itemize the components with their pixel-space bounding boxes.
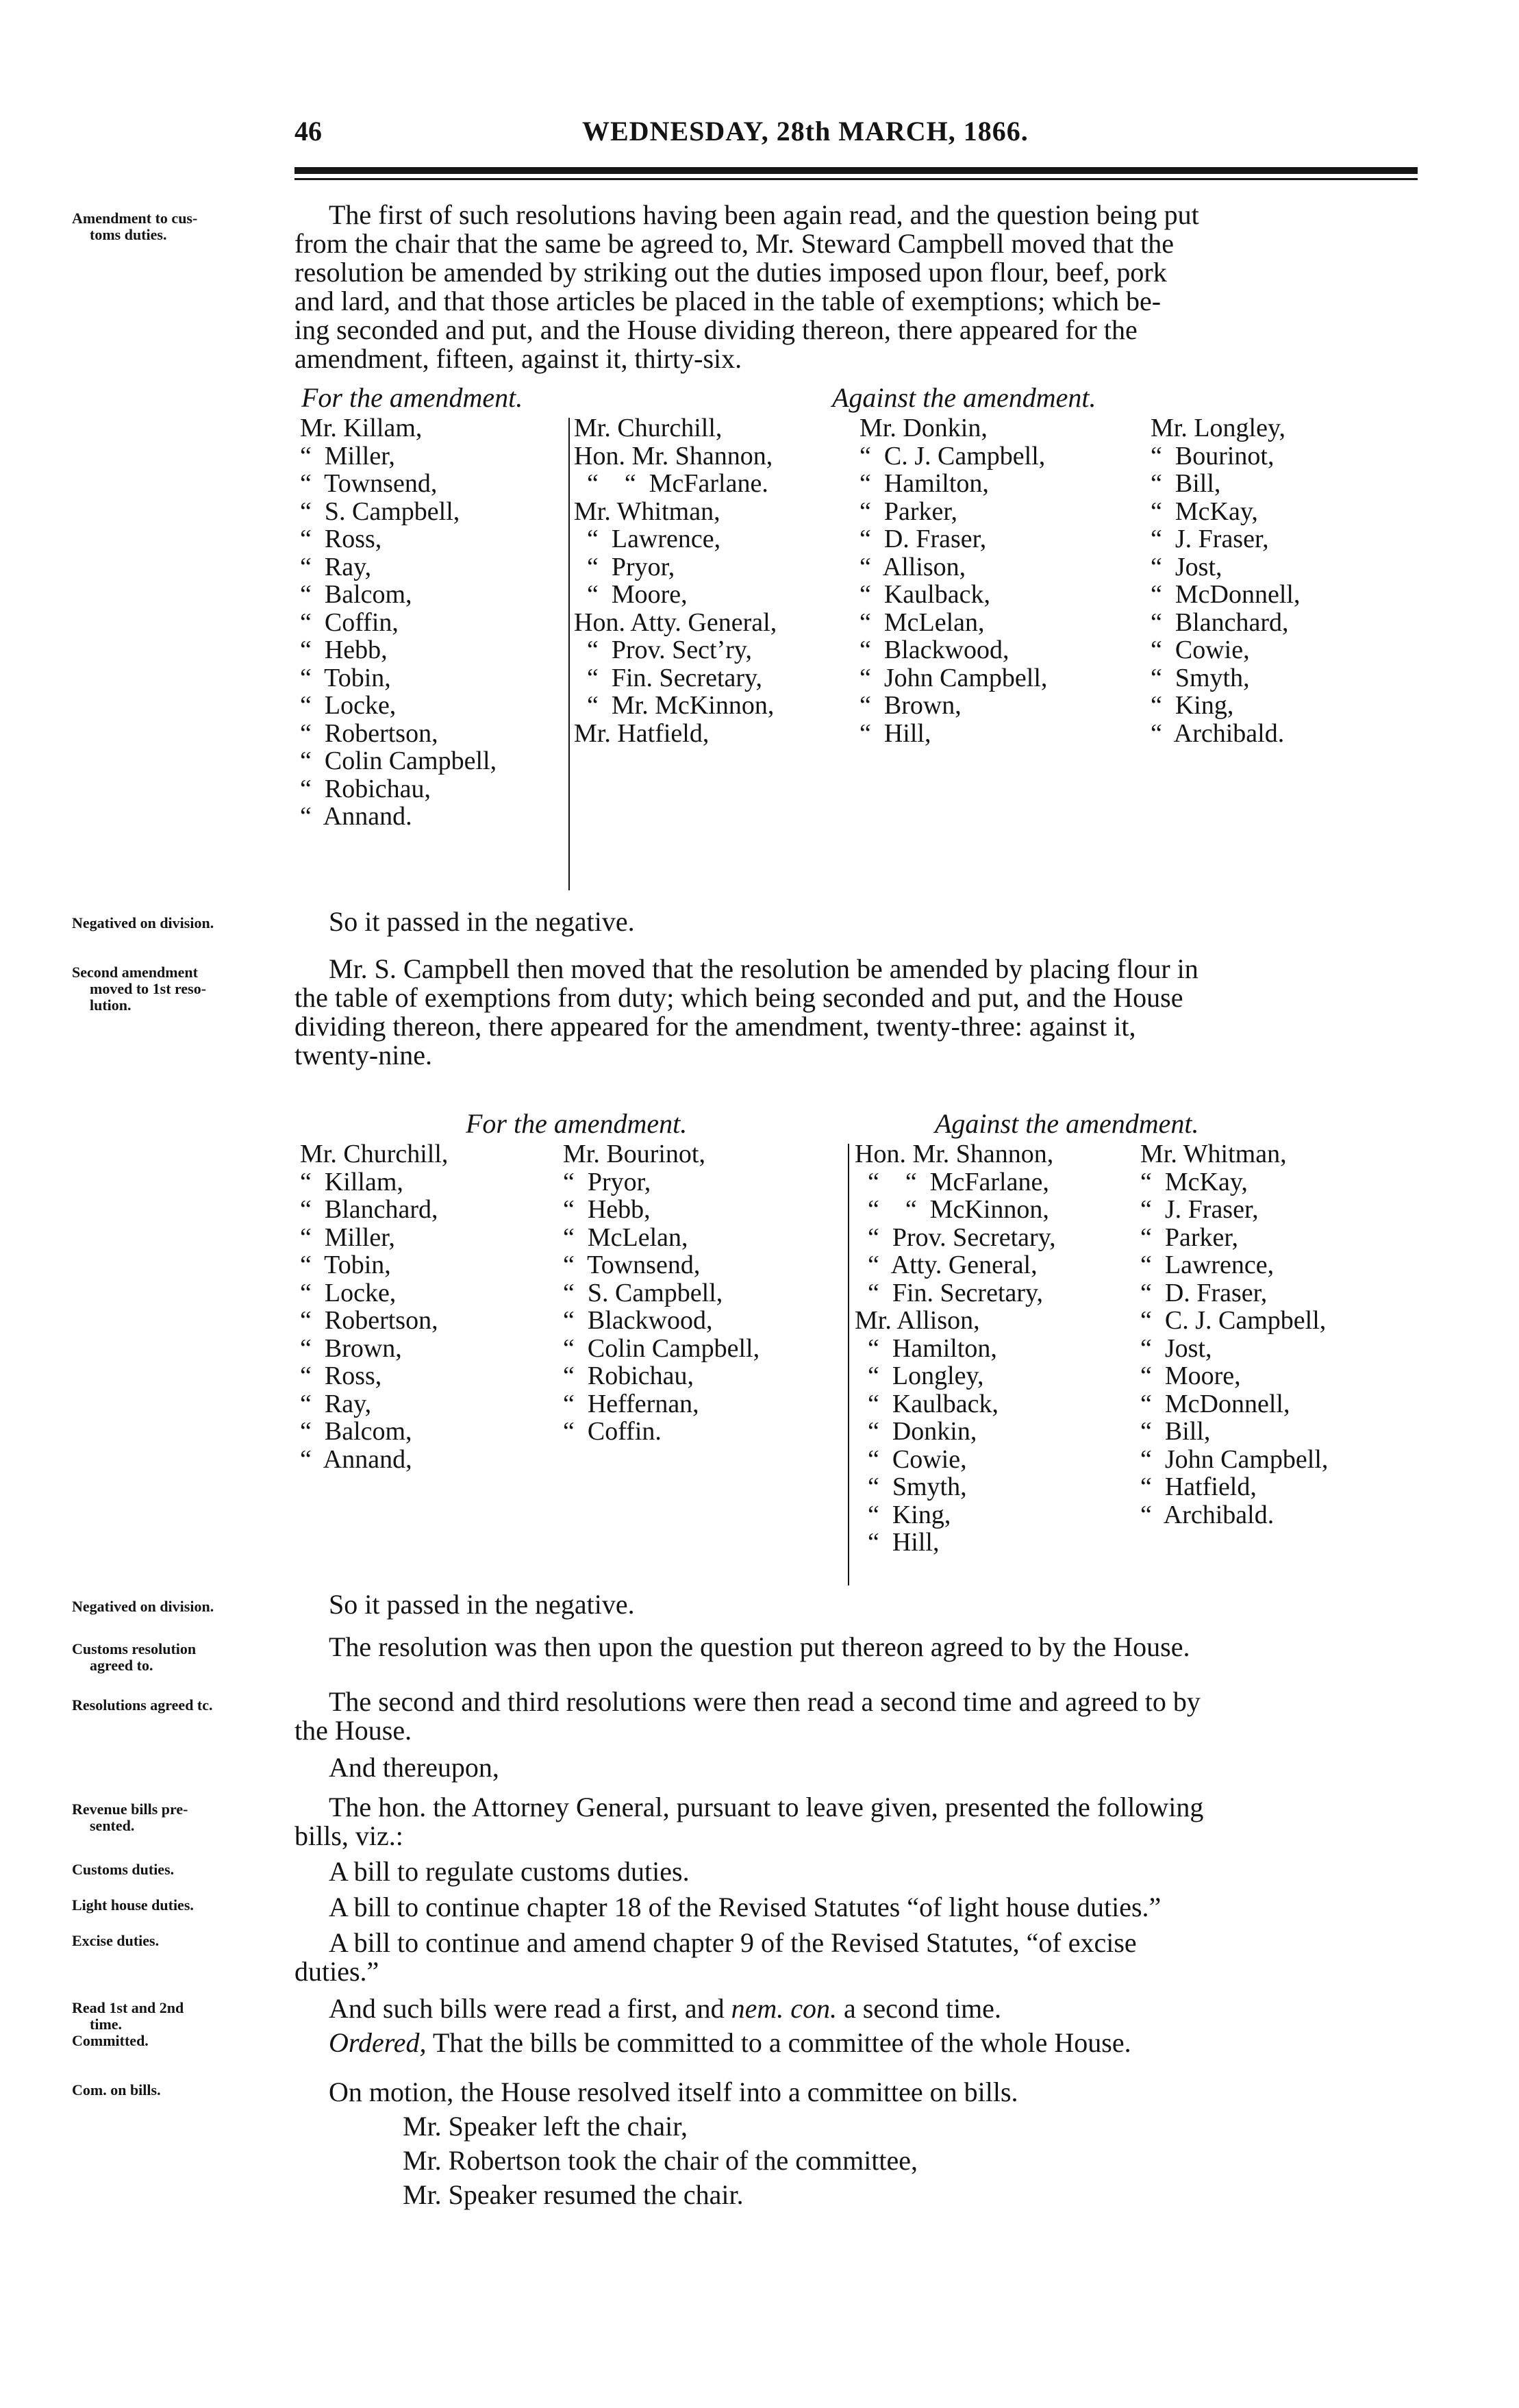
robertson-chair-line: Mr. Robertson took the chair of the committee, xyxy=(403,2145,918,2176)
member-name: “ Pryor, xyxy=(574,552,675,581)
member-name: “ Coffin. xyxy=(563,1417,662,1446)
page-title: WEDNESDAY, 28th MARCH, 1866. xyxy=(582,116,1029,147)
margin-note-line: Negatived on division. xyxy=(72,1598,214,1615)
speaker-resumed-line: Mr. Speaker resumed the chair. xyxy=(403,2179,744,2210)
division1-column-against-1 xyxy=(574,414,777,747)
division1-against-heading: Against the amendment. xyxy=(832,382,1096,413)
member-name: “ Hamilton, xyxy=(859,469,989,498)
member-name: “ McDonnell, xyxy=(1140,1389,1290,1418)
member-name: “ C. J. Campbell, xyxy=(859,441,1046,471)
para1-line: The first of such resolutions having been again read, and the question being put xyxy=(329,199,1199,230)
speaker-left-line: Mr. Speaker left the chair, xyxy=(403,2111,688,2142)
margin-note-customs-duties xyxy=(72,1861,277,1878)
member-name: “ McKay, xyxy=(1151,497,1258,526)
para1-line: and lard, and that those articles be placed in the table of exemptions; which be- xyxy=(294,286,1162,316)
member-name: “ Atty. General, xyxy=(855,1251,1038,1279)
margin-note-line: Committed. xyxy=(72,2032,149,2049)
member-name: “ Brown, xyxy=(300,1333,402,1363)
member-name: “ Annand. xyxy=(300,802,412,831)
member-name: “ S. Campbell, xyxy=(300,497,460,526)
member-name: “ C. J. Campbell, xyxy=(1140,1306,1327,1335)
division2-for-heading: For the amendment. xyxy=(466,1108,688,1139)
member-name: “ Coffin, xyxy=(300,607,399,637)
member-name: “ Annand, xyxy=(300,1444,412,1474)
member-name: “ John Campbell, xyxy=(859,663,1048,692)
bill-excise-line: A bill to continue and amend chapter 9 of the Revised Statutes, “of excise xyxy=(329,1927,1137,1958)
member-name: “ “ McFarlane. xyxy=(574,469,768,498)
resolution-agreed-line: The resolution was then upon the question put thereon agreed to by the House. xyxy=(329,1631,1190,1662)
division1-for-heading: For the amendment. xyxy=(301,382,523,413)
member-name: Mr. Churchill, xyxy=(300,1140,449,1168)
member-name: “ Prov. Sect’ry, xyxy=(574,636,752,664)
member-name: “ Blackwood, xyxy=(563,1306,713,1335)
member-name: “ Smyth, xyxy=(855,1472,967,1501)
member-name: “ Kaulback, xyxy=(855,1389,999,1418)
member-name: “ S. Campbell, xyxy=(563,1278,723,1307)
margin-note-com-bills xyxy=(72,2082,277,2098)
member-name: “ Blanchard, xyxy=(300,1195,438,1224)
member-name: “ Allison, xyxy=(859,552,966,581)
member-name: “ Tobin, xyxy=(300,663,391,692)
member-name: “ Killam, xyxy=(300,1167,403,1196)
member-name: “ Balcom, xyxy=(300,580,412,609)
member-name: “ Parker, xyxy=(859,497,958,526)
member-name: “ Fin. Secretary, xyxy=(574,663,763,692)
attorney-line: bills, viz.: xyxy=(294,1820,403,1851)
margin-note-resolutions-agreed xyxy=(72,1697,277,1714)
para2-line: twenty-nine. xyxy=(294,1040,433,1070)
member-name: “ Robichau, xyxy=(563,1362,694,1390)
margin-note-line: time. xyxy=(90,2016,123,2033)
member-name: “ Robertson, xyxy=(300,718,438,748)
header-rule-thin xyxy=(294,178,1418,180)
margin-note-line: Com. on bills. xyxy=(72,2081,161,2098)
read-line-text: a second time. xyxy=(837,1993,1001,2024)
attorney-line: The hon. the Attorney General, pursuant to leave given, presented the following xyxy=(329,1792,1204,1822)
bill-light-house-line: A bill to continue chapter 18 of the Revised Statutes “of light house duties.” xyxy=(329,1892,1162,1922)
member-name: “ Prov. Secretary, xyxy=(855,1222,1056,1252)
member-name: “ John Campbell, xyxy=(1140,1444,1329,1474)
member-name: “ Balcom, xyxy=(300,1417,412,1446)
margin-note-line: sented. xyxy=(90,1817,135,1834)
para1-line: ing seconded and put, and the House dividing thereon, there appeared for the xyxy=(294,314,1138,345)
margin-note-line: toms duties. xyxy=(90,226,167,243)
member-name: “ Hill, xyxy=(855,1528,940,1557)
margin-note-line: Excise duties. xyxy=(72,1932,160,1949)
member-name: “ Robichau, xyxy=(300,774,431,803)
column-divider xyxy=(568,418,570,890)
para2-line: Mr. S. Campbell then moved that the resolution be amended by placing flour in xyxy=(329,953,1198,984)
thereupon-line: And thereupon, xyxy=(329,1752,499,1783)
member-name: Mr. Whitman, xyxy=(1140,1140,1287,1168)
member-name: “ Locke, xyxy=(300,1278,397,1307)
margin-note-light-house xyxy=(72,1897,277,1914)
margin-note-line: Amendment to cus- xyxy=(72,210,198,227)
page-header xyxy=(294,115,1418,156)
margin-note-customs-resolution xyxy=(72,1641,277,1674)
para1-line: resolution be amended by striking out the duties imposed upon flour, beef, pork xyxy=(294,257,1167,288)
member-name: “ Blanchard, xyxy=(1151,607,1289,637)
member-name: “ Colin Campbell, xyxy=(300,747,497,775)
member-name: “ McKay, xyxy=(1140,1167,1248,1196)
division2-column-for-1 xyxy=(300,1140,448,1473)
bill-excise-line: duties.” xyxy=(294,1956,379,1987)
member-name: “ Ross, xyxy=(300,1362,382,1390)
division2-column-against-1 xyxy=(855,1140,1056,1557)
margin-note-line: agreed to. xyxy=(90,1657,153,1674)
member-name: “ J. Fraser, xyxy=(1140,1195,1259,1224)
member-name: “ McDonnell, xyxy=(1151,580,1301,609)
column-divider xyxy=(848,1144,849,1585)
second-third-line: the House. xyxy=(294,1715,412,1746)
margin-note-revenue-bills xyxy=(72,1801,277,1834)
member-name: “ Ray, xyxy=(300,552,372,581)
member-name: “ Lawrence, xyxy=(1140,1251,1275,1279)
member-name: “ Jost, xyxy=(1151,552,1222,581)
motion-line: On motion, the House resolved itself into a committee on bills. xyxy=(329,2077,1018,2107)
member-name: “ Kaulback, xyxy=(859,580,990,609)
member-name: Mr. Whitman, xyxy=(574,497,720,526)
negative-result-1: So it passed in the negative. xyxy=(329,906,635,937)
member-name: “ Moore, xyxy=(1140,1362,1241,1390)
margin-note-negatived-2 xyxy=(72,1598,277,1615)
member-name: “ Smyth, xyxy=(1151,663,1250,692)
member-name: “ Fin. Secretary, xyxy=(855,1278,1044,1307)
margin-note-read-committed xyxy=(72,2000,277,2049)
margin-note-second-amendment xyxy=(72,964,277,1014)
member-name: “ King, xyxy=(855,1500,951,1529)
member-name: Mr. Allison, xyxy=(855,1306,980,1335)
member-name: Hon. Mr. Shannon, xyxy=(574,441,773,471)
member-name: Hon. Mr. Shannon, xyxy=(855,1140,1054,1168)
member-name: “ Bill, xyxy=(1151,469,1221,498)
member-name: “ Tobin, xyxy=(300,1251,391,1279)
bill-customs-line: A bill to regulate customs duties. xyxy=(329,1856,690,1887)
member-name: “ Brown, xyxy=(859,691,962,720)
member-name: “ Miller, xyxy=(300,1222,395,1252)
member-name: “ Blackwood, xyxy=(859,636,1009,664)
division1-column-for xyxy=(300,414,497,831)
member-name: “ Archibald. xyxy=(1151,718,1285,748)
margin-note-line: Read 1st and 2nd xyxy=(72,1999,184,2016)
member-name: “ Hatfield, xyxy=(1140,1472,1257,1501)
member-name: “ Hill, xyxy=(859,718,931,748)
member-name: “ Parker, xyxy=(1140,1222,1239,1252)
member-name: Mr. Bourinot, xyxy=(563,1140,705,1168)
negative-result-2: So it passed in the negative. xyxy=(329,1589,635,1620)
member-name: Mr. Churchill, xyxy=(574,414,723,442)
member-name: “ McLelan, xyxy=(859,607,985,637)
member-name: “ Cowie, xyxy=(1151,636,1250,664)
read-line-text: And such bills were read a first, and xyxy=(329,1993,731,2024)
member-name: “ D. Fraser, xyxy=(859,525,987,553)
member-name: “ Townsend, xyxy=(563,1251,701,1279)
member-name: “ Longley, xyxy=(855,1362,984,1390)
margin-note-line: Revenue bills pre- xyxy=(72,1801,188,1818)
margin-note-amendment-customs xyxy=(72,210,277,243)
margin-note-line: Negatived on division. xyxy=(72,914,214,931)
member-name: “ Townsend, xyxy=(300,469,438,498)
member-name: “ Miller, xyxy=(300,441,395,471)
ordered-text: That the bills be committed to a committee of the whole House. xyxy=(426,2027,1131,2058)
member-name: “ J. Fraser, xyxy=(1151,525,1269,553)
margin-note-negatived-1 xyxy=(72,915,277,931)
member-name: “ Jost, xyxy=(1140,1333,1212,1363)
margin-note-line: lution. xyxy=(90,996,131,1014)
ordered-italic: Ordered, xyxy=(329,2027,427,2058)
page-number: 46 xyxy=(294,116,322,147)
para2-line: dividing thereon, there appeared for the amendment, twenty-three: against it, xyxy=(294,1011,1136,1042)
member-name: “ Bourinot, xyxy=(1151,441,1275,471)
margin-note-line: Light house duties. xyxy=(72,1896,194,1914)
member-name: “ Bill, xyxy=(1140,1417,1211,1446)
read-line xyxy=(329,1994,1001,2023)
member-name: “ Heffernan, xyxy=(563,1389,699,1418)
division2-column-against-2 xyxy=(1140,1140,1328,1529)
member-name: “ Cowie, xyxy=(855,1444,967,1474)
member-name: “ Hebb, xyxy=(563,1195,651,1224)
margin-note-line: moved to 1st reso- xyxy=(90,980,207,997)
margin-note-line: Second amendment xyxy=(72,964,198,981)
division1-column-against-3 xyxy=(1151,414,1300,747)
member-name: “ Ross, xyxy=(300,525,382,553)
member-name: “ “ McKinnon, xyxy=(855,1195,1049,1224)
member-name: “ Moore, xyxy=(574,580,688,609)
second-third-line: The second and third resolutions were then read a second time and agreed to by xyxy=(329,1686,1201,1717)
member-name: “ Pryor, xyxy=(563,1167,651,1196)
margin-note-line: Resolutions agreed tc. xyxy=(72,1696,213,1714)
member-name: “ King, xyxy=(1151,691,1234,720)
division2-against-heading: Against the amendment. xyxy=(935,1108,1199,1139)
member-name: “ “ McFarlane, xyxy=(855,1167,1049,1196)
member-name: “ McLelan, xyxy=(563,1222,688,1252)
margin-note-line: Customs duties. xyxy=(72,1861,175,1878)
margin-note-excise xyxy=(72,1933,277,1949)
para1-line: amendment, fifteen, against it, thirty-six. xyxy=(294,343,742,374)
member-name: “ Colin Campbell, xyxy=(563,1333,760,1363)
member-name: “ Hebb, xyxy=(300,636,388,664)
member-name: Mr. Killam, xyxy=(300,414,423,442)
member-name: “ Ray, xyxy=(300,1389,372,1418)
member-name: Mr. Hatfield, xyxy=(574,718,710,748)
division2-column-for-2 xyxy=(563,1140,759,1446)
member-name: Hon. Atty. General, xyxy=(574,607,777,637)
member-name: Mr. Donkin, xyxy=(859,414,988,442)
member-name: “ Hamilton, xyxy=(855,1333,997,1363)
member-name: “ Lawrence, xyxy=(574,525,721,553)
para2-line: the table of exemptions from duty; which being seconded and put, and the House xyxy=(294,982,1183,1013)
member-name: “ D. Fraser, xyxy=(1140,1278,1268,1307)
division1-column-against-2 xyxy=(859,414,1047,747)
member-name: “ Robertson, xyxy=(300,1306,438,1335)
header-rule-thick xyxy=(294,167,1418,174)
read-line-italic: nem. con. xyxy=(731,1993,838,2024)
member-name: “ Archibald. xyxy=(1140,1500,1275,1529)
member-name: “ Locke, xyxy=(300,691,397,720)
member-name: “ Donkin, xyxy=(855,1417,977,1446)
margin-note-line: Customs resolution xyxy=(72,1640,197,1657)
member-name: Mr. Longley, xyxy=(1151,414,1286,442)
ordered-line xyxy=(329,2029,1131,2057)
member-name: “ Mr. McKinnon, xyxy=(574,691,775,720)
para1-line: from the chair that the same be agreed to, Mr. Steward Campbell moved that the xyxy=(294,228,1175,259)
